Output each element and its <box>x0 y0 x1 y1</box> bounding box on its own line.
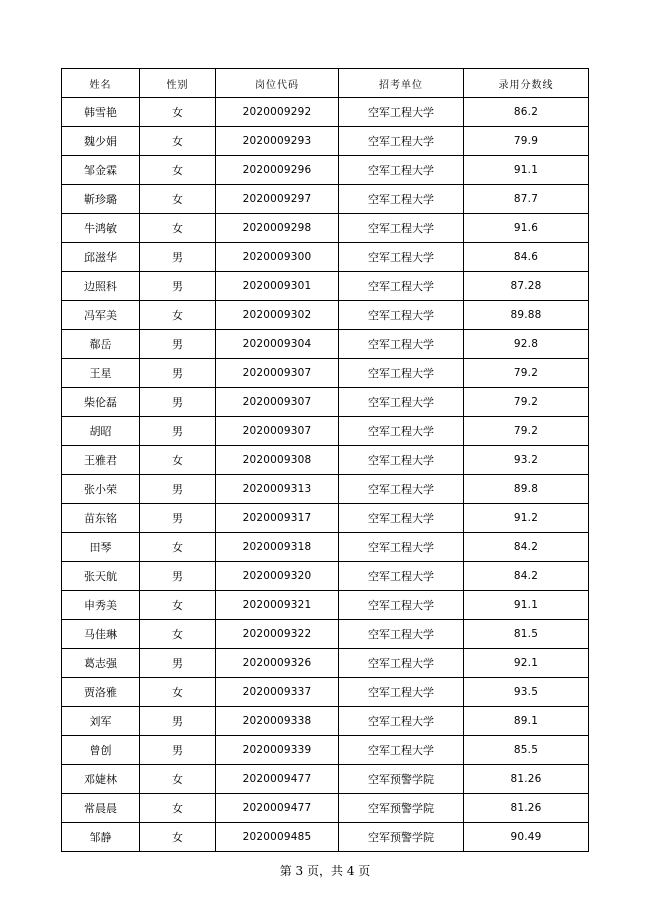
cell-name: 邱滋华 <box>62 243 140 272</box>
cell-gender: 男 <box>140 359 216 388</box>
cell-recruiting-unit: 空军工程大学 <box>339 736 464 765</box>
header-position-code: 岗位代码 <box>216 69 339 98</box>
table-row <box>62 330 589 359</box>
cell-name: 曾创 <box>62 736 140 765</box>
cell-recruiting-unit: 空军工程大学 <box>339 446 464 475</box>
table-row <box>62 649 589 678</box>
cell-recruiting-unit: 空军工程大学 <box>339 678 464 707</box>
cell-name: 邓婕林 <box>62 765 140 794</box>
cell-gender: 女 <box>140 794 216 823</box>
cell-position-code: 2020009308 <box>216 446 339 475</box>
table-row <box>62 272 589 301</box>
cell-recruiting-unit: 空军工程大学 <box>339 359 464 388</box>
table-row <box>62 185 589 214</box>
cell-name: 冯军美 <box>62 301 140 330</box>
table-row <box>62 707 589 736</box>
table-row <box>62 823 589 852</box>
table-row <box>62 243 589 272</box>
cell-position-code: 2020009485 <box>216 823 339 852</box>
cell-gender: 男 <box>140 330 216 359</box>
cell-name: 葛志强 <box>62 649 140 678</box>
cell-gender: 女 <box>140 127 216 156</box>
cell-name: 张小荣 <box>62 475 140 504</box>
cell-gender: 男 <box>140 417 216 446</box>
cell-name: 边照科 <box>62 272 140 301</box>
table-row <box>62 794 589 823</box>
cell-admission-score: 91.2 <box>464 504 589 533</box>
cell-position-code: 2020009318 <box>216 533 339 562</box>
cell-gender: 男 <box>140 272 216 301</box>
cell-position-code: 2020009304 <box>216 330 339 359</box>
cell-gender: 男 <box>140 649 216 678</box>
cell-gender: 男 <box>140 475 216 504</box>
cell-recruiting-unit: 空军工程大学 <box>339 330 464 359</box>
cell-position-code: 2020009296 <box>216 156 339 185</box>
cell-admission-score: 85.5 <box>464 736 589 765</box>
cell-gender: 女 <box>140 185 216 214</box>
cell-name: 魏少娟 <box>62 127 140 156</box>
cell-position-code: 2020009321 <box>216 591 339 620</box>
cell-admission-score: 79.2 <box>464 359 589 388</box>
table-row <box>62 214 589 243</box>
header-name: 姓名 <box>62 69 140 98</box>
cell-name: 张天航 <box>62 562 140 591</box>
cell-gender: 女 <box>140 823 216 852</box>
cell-name: 柴伦磊 <box>62 388 140 417</box>
cell-name: 刘军 <box>62 707 140 736</box>
page-number: 第 3 页，共 4 页 <box>279 864 371 878</box>
cell-gender: 女 <box>140 620 216 649</box>
cell-admission-score: 81.26 <box>464 794 589 823</box>
table-row <box>62 765 589 794</box>
cell-admission-score: 89.8 <box>464 475 589 504</box>
cell-name: 邹金霖 <box>62 156 140 185</box>
table-row <box>62 359 589 388</box>
cell-position-code: 2020009320 <box>216 562 339 591</box>
cell-recruiting-unit: 空军工程大学 <box>339 214 464 243</box>
cell-recruiting-unit: 空军工程大学 <box>339 562 464 591</box>
cell-name: 邹静 <box>62 823 140 852</box>
table-row <box>62 127 589 156</box>
table-row <box>62 562 589 591</box>
table-row <box>62 620 589 649</box>
cell-name: 王星 <box>62 359 140 388</box>
cell-gender: 男 <box>140 243 216 272</box>
cell-position-code: 2020009337 <box>216 678 339 707</box>
cell-admission-score: 79.2 <box>464 388 589 417</box>
cell-position-code: 2020009292 <box>216 98 339 127</box>
cell-position-code: 2020009297 <box>216 185 339 214</box>
cell-admission-score: 87.28 <box>464 272 589 301</box>
cell-recruiting-unit: 空军工程大学 <box>339 533 464 562</box>
cell-recruiting-unit: 空军工程大学 <box>339 388 464 417</box>
cell-admission-score: 81.5 <box>464 620 589 649</box>
cell-position-code: 2020009339 <box>216 736 339 765</box>
cell-recruiting-unit: 空军工程大学 <box>339 98 464 127</box>
cell-name: 常晨晨 <box>62 794 140 823</box>
cell-gender: 男 <box>140 504 216 533</box>
cell-gender: 男 <box>140 707 216 736</box>
cell-position-code: 2020009313 <box>216 475 339 504</box>
cell-gender: 女 <box>140 533 216 562</box>
table-row <box>62 388 589 417</box>
cell-position-code: 2020009293 <box>216 127 339 156</box>
cell-position-code: 2020009302 <box>216 301 339 330</box>
cell-position-code: 2020009298 <box>216 214 339 243</box>
cell-admission-score: 92.1 <box>464 649 589 678</box>
cell-admission-score: 86.2 <box>464 98 589 127</box>
cell-admission-score: 93.5 <box>464 678 589 707</box>
table-header-row <box>62 69 589 98</box>
table-row <box>62 475 589 504</box>
cell-recruiting-unit: 空军工程大学 <box>339 156 464 185</box>
cell-recruiting-unit: 空军工程大学 <box>339 707 464 736</box>
table-row <box>62 446 589 475</box>
cell-position-code: 2020009317 <box>216 504 339 533</box>
cell-name: 王雅君 <box>62 446 140 475</box>
table-row <box>62 533 589 562</box>
table-row <box>62 678 589 707</box>
cell-recruiting-unit: 空军工程大学 <box>339 417 464 446</box>
admission-score-table <box>61 68 589 852</box>
cell-name: 田琴 <box>62 533 140 562</box>
cell-recruiting-unit: 空军预警学院 <box>339 823 464 852</box>
cell-name: 马佳琳 <box>62 620 140 649</box>
table-row <box>62 156 589 185</box>
cell-name: 苗东铭 <box>62 504 140 533</box>
cell-admission-score: 87.7 <box>464 185 589 214</box>
cell-gender: 男 <box>140 736 216 765</box>
cell-admission-score: 92.8 <box>464 330 589 359</box>
cell-name: 胡昭 <box>62 417 140 446</box>
cell-recruiting-unit: 空军工程大学 <box>339 504 464 533</box>
cell-admission-score: 91.1 <box>464 591 589 620</box>
cell-admission-score: 84.2 <box>464 562 589 591</box>
cell-position-code: 2020009307 <box>216 417 339 446</box>
cell-name: 郗岳 <box>62 330 140 359</box>
header-recruiting-unit: 招考单位 <box>339 69 464 98</box>
cell-recruiting-unit: 空军工程大学 <box>339 272 464 301</box>
cell-gender: 女 <box>140 446 216 475</box>
cell-recruiting-unit: 空军预警学院 <box>339 765 464 794</box>
cell-gender: 女 <box>140 214 216 243</box>
cell-gender: 女 <box>140 301 216 330</box>
table-row <box>62 301 589 330</box>
cell-admission-score: 90.49 <box>464 823 589 852</box>
cell-position-code: 2020009301 <box>216 272 339 301</box>
cell-admission-score: 89.1 <box>464 707 589 736</box>
cell-recruiting-unit: 空军工程大学 <box>339 127 464 156</box>
cell-gender: 男 <box>140 388 216 417</box>
cell-name: 韩雪艳 <box>62 98 140 127</box>
cell-admission-score: 93.2 <box>464 446 589 475</box>
cell-gender: 女 <box>140 591 216 620</box>
cell-recruiting-unit: 空军工程大学 <box>339 475 464 504</box>
table-row <box>62 736 589 765</box>
cell-position-code: 2020009338 <box>216 707 339 736</box>
table-row <box>62 417 589 446</box>
table-row <box>62 504 589 533</box>
cell-name: 贾洛雅 <box>62 678 140 707</box>
cell-admission-score: 81.26 <box>464 765 589 794</box>
cell-recruiting-unit: 空军工程大学 <box>339 620 464 649</box>
cell-admission-score: 91.1 <box>464 156 589 185</box>
cell-position-code: 2020009307 <box>216 359 339 388</box>
table-row <box>62 98 589 127</box>
cell-position-code: 2020009322 <box>216 620 339 649</box>
cell-name: 申秀美 <box>62 591 140 620</box>
cell-position-code: 2020009477 <box>216 794 339 823</box>
cell-admission-score: 84.6 <box>464 243 589 272</box>
cell-position-code: 2020009477 <box>216 765 339 794</box>
cell-admission-score: 79.9 <box>464 127 589 156</box>
table-row <box>62 591 589 620</box>
cell-gender: 女 <box>140 678 216 707</box>
cell-position-code: 2020009307 <box>216 388 339 417</box>
cell-admission-score: 79.2 <box>464 417 589 446</box>
cell-gender: 女 <box>140 156 216 185</box>
cell-gender: 男 <box>140 562 216 591</box>
cell-admission-score: 89.88 <box>464 301 589 330</box>
cell-admission-score: 91.6 <box>464 214 589 243</box>
cell-gender: 女 <box>140 765 216 794</box>
header-gender: 性别 <box>140 69 216 98</box>
cell-position-code: 2020009300 <box>216 243 339 272</box>
cell-recruiting-unit: 空军工程大学 <box>339 185 464 214</box>
cell-recruiting-unit: 空军预警学院 <box>339 794 464 823</box>
cell-name: 牛鸿敏 <box>62 214 140 243</box>
cell-admission-score: 84.2 <box>464 533 589 562</box>
cell-position-code: 2020009326 <box>216 649 339 678</box>
cell-recruiting-unit: 空军工程大学 <box>339 649 464 678</box>
cell-recruiting-unit: 空军工程大学 <box>339 591 464 620</box>
cell-recruiting-unit: 空军工程大学 <box>339 301 464 330</box>
cell-gender: 女 <box>140 98 216 127</box>
cell-name: 靳珍璐 <box>62 185 140 214</box>
cell-recruiting-unit: 空军工程大学 <box>339 243 464 272</box>
header-admission-score: 录用分数线 <box>464 69 589 98</box>
table-body <box>62 98 589 852</box>
